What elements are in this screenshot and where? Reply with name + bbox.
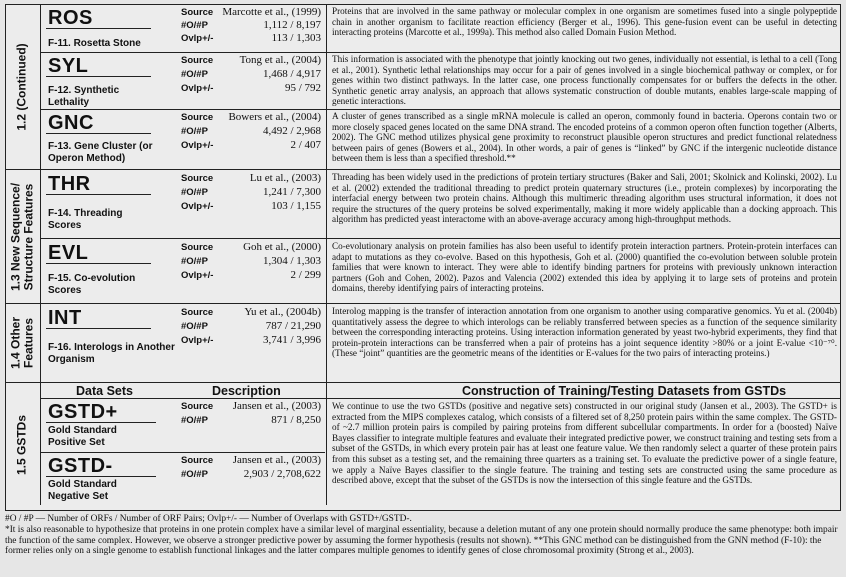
column-divider	[326, 5, 327, 505]
orf-value: 871 / 8,250	[271, 414, 321, 426]
source-value: Goh et al., (2000)	[243, 241, 321, 253]
feature-table	[5, 4, 841, 511]
column-header: Data Sets	[76, 384, 133, 398]
group-label: Features	[21, 317, 36, 369]
orf-label: #O/#P	[181, 321, 208, 332]
source-value: Lu et al., (2003)	[249, 172, 321, 184]
overlap-label: Ovlp+/-	[181, 270, 214, 281]
orf-label: #O/#P	[181, 126, 208, 137]
column-divider	[40, 5, 41, 505]
feature-abbreviation: THR	[48, 173, 91, 195]
orf-label: #O/#P	[181, 469, 208, 480]
dataset-abbreviation: GSTD+	[48, 401, 118, 423]
source-label: Source	[181, 112, 214, 123]
feature-name: F-11. Rosetta Stone	[48, 38, 141, 49]
orf-value: 2,903 / 2,708,622	[243, 468, 321, 480]
source-value: Jansen et al., (2003)	[232, 400, 321, 412]
overlap-value: 103 / 1,155	[271, 200, 321, 212]
feature-name: F-16. Interologs in Another Organism	[48, 342, 175, 365]
footnote-notes: *It is also reasonable to hypothesize that proteins in one protein complex have a similar level of marginal essentiality, because a deletion mutant of any one protein should normally produce the same phenotype: both impair the function of the same complex. However, we observe a stronger predictive power by assuming the former hypothesis (results not shown). **This GNC method can be distinguished from the GNN method (F-10): the former relies only on a single genome to establish functional linkages and the latter compares multiple genomes to identify genes of close chromosomal proximity (Strong et al., 2003).	[5, 524, 838, 557]
row-divider	[6, 169, 840, 170]
feature-abbreviation: GNC	[48, 112, 94, 134]
source-label: Source	[181, 401, 214, 412]
feature-description: Threading has been widely used in the predictions of protein tertiary structures (Baker and Sali, 2001; Skolnick and Kolinski, 2002). Lu et al. (2002) extended the traditional threading to predict protein quaternary structures (i.e., protein complexes) by incorporating the interfacial energy between two protein chains. Although this multimeric threading algorithm uses structural information, it does not require the structures of the query proteins be solved experimentally, making it more widely applicable than a docking approach. This algorithm has predicted yeast interactome with an above-average accuracy among high-throughput methods.	[332, 172, 837, 225]
overlap-value: 2 / 407	[290, 139, 321, 151]
group-label: 1.5 GSTDs	[14, 414, 29, 476]
feature-description: Co-evolutionary analysis on protein families has also been useful to identify protein interaction partners. Protein-protein interfaces can adapt to mutations as they co-evolve. Based on this hypothesis, Goh et al. (2000) quantified the co-evolution between soluble protein families that were known to interact. They were able to identify binding partners for proteins with previously unknown interaction partners (Goh and Cohen, 2002). Pazos and Valencia (2002) extended this idea by applying it to large sets of proteins and protein domains, thereby identifying pairs of interacting proteins.	[332, 241, 837, 294]
overlap-value: 113 / 1,303	[271, 32, 321, 44]
row-divider	[40, 238, 840, 239]
abbreviation-underline	[46, 28, 151, 29]
overlap-value: 2 / 299	[290, 269, 321, 281]
abbreviation-underline	[46, 194, 151, 195]
feature-description: A cluster of genes transcribed as a single mRNA molecule is called an operon, commonly found in bacteria. Operons contain two or more closely spaced genes located on the same DNA strand. The encoded proteins of a common operon often function together (Alberts, 2002). The GNC method utilizes physical gene proximity to reconstruct plausible operon structures and predict functional relatedness between pairs of genes (Bowers et al., 2004). In other words, a pair of genes is “linked” by GNC if the intergenic nucleotide distance between them is less than a specified threshold.**	[332, 111, 837, 164]
feature-description: Proteins that are involved in the same pathway or molecular complex in one organism are sometimes fused into a single polypeptide chain in another organism to facilitate reaction efficiency (Berger et al., 1996). This gene-fusion event can be useful in detecting interacting proteins (Marcotte et al., 1999a). This method also called Domain Fusion Method.	[332, 6, 837, 38]
orf-value: 787 / 21,290	[265, 320, 321, 332]
feature-name: F-15. Co-evolution Scores	[48, 273, 136, 296]
source-value: Jansen et al., (2003)	[232, 454, 321, 466]
feature-description: Interolog mapping is the transfer of interaction annotation from one organism to another using comparative genomics. Yu et al. (2004b) quantitatively assess the degree to which interologs can be reliably transferred between species as a function of the sequence similarity between the corresponding interacting proteins. Using interaction information generated by yeast two-hybrid experiments, they find that protein-protein interactions can be transferred when a pair of proteins has a joint sequence identity >80% or a joint E-value <10⁻⁷⁰. (These “joint” quantities are the geometric means of the identities or E-values for the two pairs of interacting proteins.)	[332, 306, 837, 359]
feature-abbreviation: SYL	[48, 55, 89, 77]
footnotes	[5, 514, 841, 557]
overlap-label: Ovlp+/-	[181, 33, 214, 44]
column-header: Description	[212, 384, 281, 398]
footnote-legend: #O / #P — Number of ORFs / Number of ORF Pairs; Ovlp+/- — Number of Overlaps with GSTD+/GSTD-.	[5, 514, 412, 524]
feature-abbreviation: INT	[48, 307, 82, 329]
dataset-name: Gold Standard Positive Set	[48, 425, 117, 448]
orf-label: #O/#P	[181, 187, 208, 198]
source-label: Source	[181, 455, 214, 466]
orf-label: #O/#P	[181, 69, 208, 80]
abbreviation-underline	[46, 76, 151, 77]
source-value: Tong et al., (2004)	[239, 54, 321, 66]
feature-name: F-14. Threading Scores	[48, 208, 123, 231]
overlap-label: Ovlp+/-	[181, 140, 214, 151]
group-label: Structure Features	[21, 183, 36, 291]
group-label: 1.3 New Sequence/	[8, 182, 23, 292]
source-value: Bowers et al., (2004)	[228, 111, 321, 123]
source-label: Source	[181, 242, 214, 253]
dataset-name: Gold Standard Negative Set	[48, 479, 117, 502]
dataset-abbreviation: GSTD-	[48, 455, 113, 477]
feature-description: This information is associated with the phenotype that jointly knocking out two genes, individually not essential, is lethal to a cell (Tong et al., 2001). Synthetic lethal relationships may occur for a pair of genes involved in a single biochemical pathway or complex, or for genes within two distinct pathways. In the latter case, one process functionally compensates for or buffers the defects in the other. Synthetic genetic array analysis, an approach that allows systematic construction of double mutants, enables large-scale mapping of genetic interactions.	[332, 54, 837, 107]
orf-label: #O/#P	[181, 256, 208, 267]
row-divider	[40, 398, 840, 399]
feature-name: F-12. Synthetic Lethality	[48, 85, 120, 108]
column-header: Construction of Training/Testing Datasets from GSTDs	[462, 384, 787, 398]
abbreviation-underline	[46, 263, 151, 264]
orf-value: 1,468 / 4,917	[262, 68, 321, 80]
feature-abbreviation: EVL	[48, 242, 89, 264]
source-label: Source	[181, 55, 214, 66]
orf-value: 1,241 / 7,300	[262, 186, 321, 198]
orf-value: 1,304 / 1,303	[262, 255, 321, 267]
overlap-label: Ovlp+/-	[181, 201, 214, 212]
overlap-value: 95 / 792	[284, 82, 321, 94]
group-label: 1.4 Other	[8, 316, 23, 370]
row-divider	[40, 452, 325, 453]
abbreviation-underline	[46, 133, 151, 134]
abbreviation-underline	[46, 476, 156, 477]
gstd-construction-description: We continue to use the two GSTDs (positive and negative sets) constructed in our original study (Jansen et al., 2003). The GSTD+ is extracted from the MIPS complexes catalog, which consists of a filtered set of 8,250 protein pairs within the same complex. The GSTD- of ~2.7 million protein pairs is compiled by pairing proteins from different subcellular compartments. In order for a (boosted) Naïve Bayes classifier to integrate multiple features and evaluate their integrated predictive power, we construct training and testing sets from a subset of the GSTDs, in which every protein pair has at least one feature value. We then randomly select a quarter of these protein pairs from this subset as a testing set, and the remaining three quarters as a training set. To evaluate the predictive power of a single feature, we apply a Naïve Bayes classifier to the single feature. The training and testing sets are constructed using the same procedure as described above, except that the subset of the GSTDs is now the intersection of this single feature and the GSTDs.	[332, 401, 837, 486]
feature-name: F-13. Gene Cluster (or Operon Method)	[48, 141, 153, 164]
abbreviation-underline	[46, 328, 151, 329]
source-label: Source	[181, 307, 214, 318]
orf-label: #O/#P	[181, 20, 208, 31]
row-divider	[40, 109, 840, 110]
row-divider	[6, 303, 840, 304]
source-label: Source	[181, 7, 214, 18]
orf-label: #O/#P	[181, 415, 208, 426]
source-label: Source	[181, 173, 214, 184]
overlap-label: Ovlp+/-	[181, 83, 214, 94]
source-value: Yu et al., (2004b)	[244, 306, 321, 318]
overlap-label: Ovlp+/-	[181, 335, 214, 346]
orf-value: 4,492 / 2,968	[262, 125, 321, 137]
source-value: Marcotte et al., (1999)	[222, 6, 321, 18]
row-divider	[40, 52, 840, 53]
group-label: 1.2 (Continued)	[14, 43, 29, 131]
abbreviation-underline	[46, 422, 156, 423]
row-divider	[6, 382, 840, 383]
overlap-value: 3,741 / 3,996	[262, 334, 321, 346]
feature-abbreviation: ROS	[48, 7, 93, 29]
orf-value: 1,112 / 8,197	[263, 19, 321, 31]
